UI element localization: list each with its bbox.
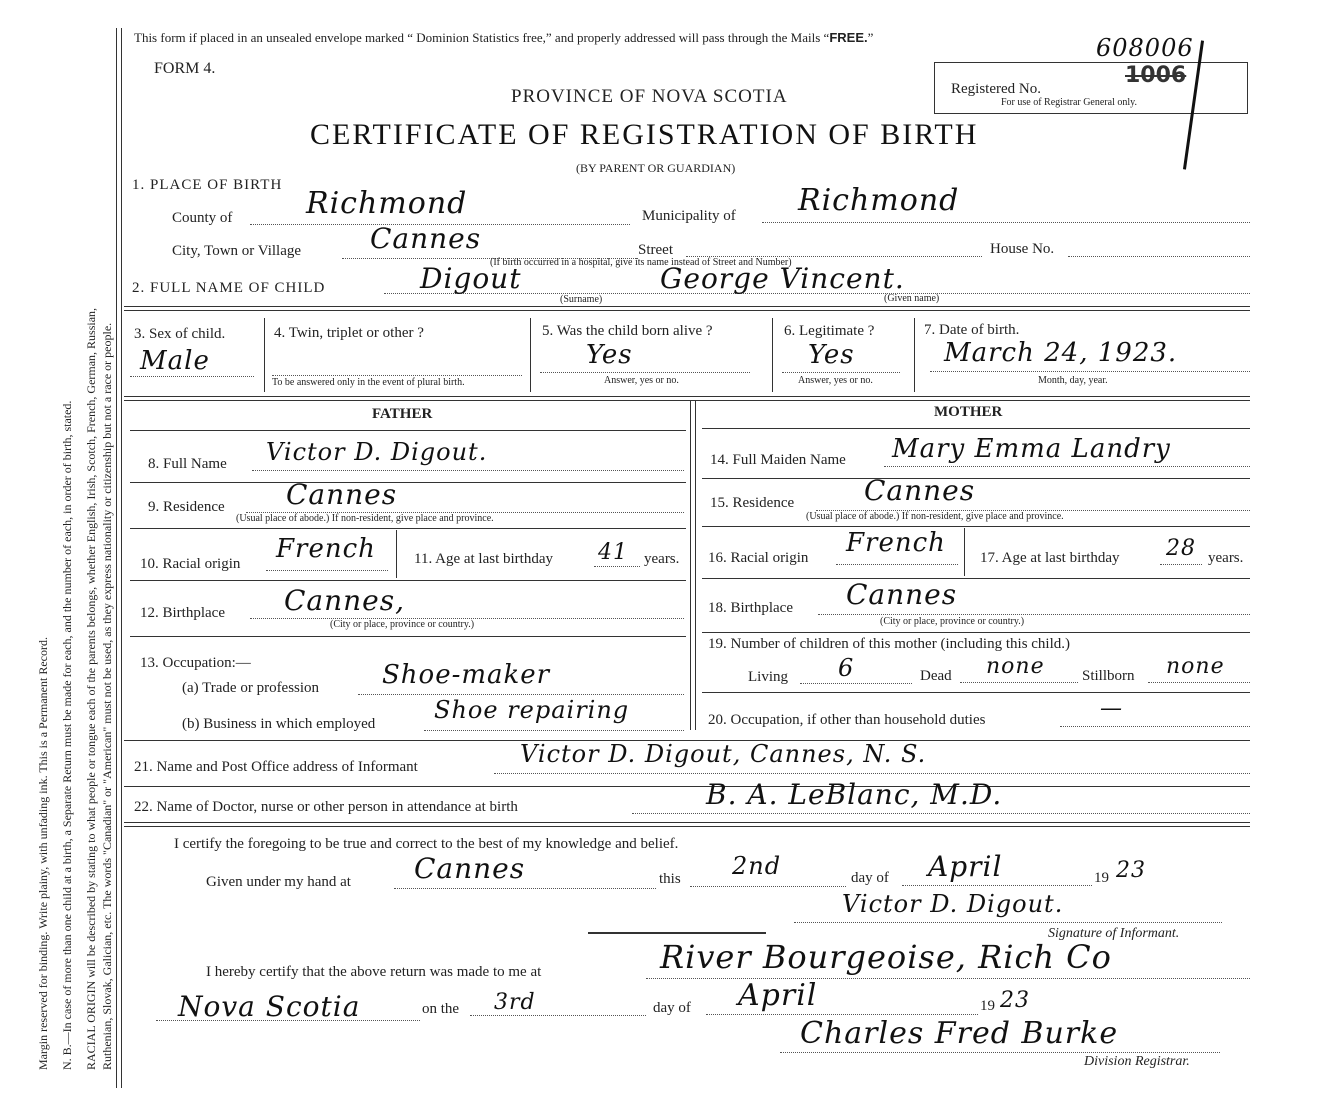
- certify-month: April: [928, 850, 1003, 883]
- mother-birthplace-note: (City or place, province or country.): [880, 616, 1025, 627]
- mother-birthplace-label: 18. Birthplace: [708, 600, 793, 616]
- registered-box: [934, 62, 1248, 114]
- margin-racial-note: RACIAL ORIGIN will be described by stating to what people or tongue each of the parents belongs, whether English, Irish, Scotch, French, German, Russian,: [84, 307, 98, 1070]
- mother-age-value: 28: [1166, 536, 1196, 561]
- mother-name-label: 14. Full Maiden Name: [710, 452, 846, 468]
- margin-binding-note: Margin reserved for binding. Write plainy, with unfading ink. This is a Permanent Record.: [36, 637, 50, 1070]
- province-title: PROVINCE OF NOVA SCOTIA: [511, 86, 788, 107]
- registered-new-number: 608006: [1096, 34, 1194, 62]
- certify-year: 23: [1116, 858, 1146, 883]
- municipality-value: Richmond: [798, 183, 960, 218]
- father-age-years: years.: [644, 551, 680, 567]
- informant-signature-label: Signature of Informant.: [1048, 926, 1180, 941]
- dead-label: Dead: [920, 668, 952, 684]
- living-value: 6: [838, 654, 855, 682]
- form-number: FORM 4.: [154, 60, 216, 77]
- given-caption: (Given name): [884, 293, 940, 304]
- registrar-line: I hereby certify that the above return was made to me at: [206, 964, 542, 980]
- certificate-title: CERTIFICATE OF REGISTRATION OF BIRTH: [310, 118, 979, 151]
- mother-age-label: 17. Age at last birthday: [980, 550, 1120, 566]
- father-age-label: 11. Age at last birthday: [414, 551, 553, 567]
- father-birthplace-label: 12. Birthplace: [140, 605, 225, 621]
- surname-caption: (Surname): [560, 294, 603, 305]
- child-surname: Digout: [420, 262, 522, 295]
- mother-children-label: 19. Number of children of this mother (including this child.): [708, 636, 1071, 652]
- margin-racial-note-2: Ruthenian, Slovak, Galician, etc. The words "Canadian" or "American" must not be used, as they express nationality or citizenship but not a race or people.: [100, 322, 114, 1070]
- alive-note: Answer, yes or no.: [604, 375, 679, 386]
- father-trade-value: Shoe-maker: [382, 660, 551, 690]
- father-residence-label: 9. Residence: [148, 499, 225, 515]
- informant-label: 21. Name and Post Office address of Informant: [134, 759, 418, 775]
- alive-value: Yes: [586, 340, 633, 370]
- registrar-on-label: on the: [422, 1001, 460, 1017]
- registrar-place: River Bourgeoise, Rich Co: [660, 938, 1112, 976]
- father-name-label: 8. Full Name: [148, 456, 227, 472]
- given-label: Given under my hand at: [206, 874, 351, 890]
- dob-value: March 24, 1923.: [944, 338, 1178, 368]
- father-birthplace-value: Cannes,: [284, 584, 406, 617]
- margin-nb-note: N. B.—In case of more than one child at a birth, a Separate Return must be made for each, and the number of each, in order of birth, stated.: [60, 400, 74, 1070]
- registrar-place-2: Nova Scotia: [178, 990, 361, 1023]
- registrar-day-label: day of: [653, 1000, 691, 1016]
- alive-label: 5. Was the child born alive ?: [542, 323, 713, 339]
- sex-label: 3. Sex of child.: [134, 326, 226, 342]
- father-trade-label: (a) Trade or profession: [182, 680, 320, 696]
- father-race-value: French: [276, 534, 376, 564]
- county-value: Richmond: [306, 186, 468, 221]
- stillborn-value: none: [1166, 654, 1225, 679]
- certificate-subtitle: (BY PARENT OR GUARDIAN): [576, 161, 736, 175]
- registered-label: Registered No.: [951, 81, 1041, 97]
- father-business-value: Shoe repairing: [434, 696, 630, 724]
- mother-residence-value: Cannes: [864, 474, 976, 507]
- certify-day-label: day of: [851, 870, 889, 886]
- this-label: this: [659, 871, 681, 887]
- child-name-label: 2. FULL NAME OF CHILD: [132, 280, 326, 296]
- mother-occupation-value: —: [1100, 696, 1123, 721]
- father-heading: FATHER: [372, 406, 433, 422]
- certify-year-prefix: 19: [1094, 870, 1109, 886]
- mother-heading: MOTHER: [934, 404, 1003, 420]
- house-label: House No.: [990, 241, 1055, 257]
- father-birthplace-note: (City or place, province or country.): [330, 619, 475, 630]
- postage-note: This form if placed in an unsealed envelope marked “ Dominion Statistics free,” and properly addressed will pass through the Mails “FREE.”: [134, 30, 874, 45]
- registrar-month: April: [738, 978, 818, 1013]
- legitimate-label: 6. Legitimate ?: [784, 323, 875, 339]
- informant-value: Victor D. Digout, Cannes, N. S.: [520, 740, 927, 768]
- living-label: Living: [748, 669, 788, 685]
- father-age-value: 41: [598, 540, 628, 565]
- registrar-day: 3rd: [494, 990, 536, 1015]
- registered-sub: For use of Registrar General only.: [1001, 97, 1137, 108]
- stillborn-label: Stillborn: [1082, 668, 1135, 684]
- father-race-label: 10. Racial origin: [140, 556, 241, 572]
- mother-occupation-label: 20. Occupation, if other than household duties: [708, 712, 986, 728]
- registrar-signature: Charles Fred Burke: [800, 1016, 1119, 1051]
- street-label: Street: [638, 242, 673, 258]
- father-name-value: Victor D. Digout.: [266, 438, 488, 466]
- dob-label: 7. Date of birth.: [924, 322, 1020, 338]
- registrar-year: 23: [1000, 988, 1030, 1013]
- legitimate-value: Yes: [808, 340, 855, 370]
- twin-note: To be answered only in the event of plural birth.: [272, 377, 465, 388]
- mother-residence-label: 15. Residence: [710, 495, 795, 511]
- registrar-signature-label: Division Registrar.: [1084, 1054, 1190, 1069]
- given-place: Cannes: [414, 852, 526, 885]
- mother-race-value: French: [846, 528, 946, 558]
- mother-birthplace-value: Cannes: [846, 578, 958, 611]
- legitimate-note: Answer, yes or no.: [798, 375, 873, 386]
- mother-abode-note: (Usual place of abode.) If non-resident, give place and province.: [806, 511, 1064, 522]
- county-label: County of: [172, 210, 233, 226]
- doctor-label: 22. Name of Doctor, nurse or other person in attendance at birth: [134, 799, 518, 815]
- mother-name-value: Mary Emma Landry: [892, 434, 1171, 464]
- place-label: 1. PLACE OF BIRTH: [132, 177, 283, 193]
- registered-struck-number: 1006: [1125, 63, 1187, 88]
- city-value: Cannes: [370, 222, 482, 255]
- father-abode-note: (Usual place of abode.) If non-resident, give place and province.: [236, 513, 494, 524]
- certify-line: I certify the foregoing to be true and correct to the best of my knowledge and belief.: [174, 836, 679, 852]
- doctor-value: B. A. LeBlanc, M.D.: [706, 778, 1003, 811]
- father-residence-value: Cannes: [286, 478, 398, 511]
- informant-signature: Victor D. Digout.: [842, 890, 1064, 918]
- municipality-label: Municipality of: [642, 208, 736, 224]
- dead-value: none: [986, 654, 1045, 679]
- child-given-name: George Vincent.: [660, 262, 905, 295]
- father-business-label: (b) Business in which employed: [182, 716, 376, 732]
- father-occupation-label: 13. Occupation:—: [140, 655, 251, 671]
- twin-label: 4. Twin, triplet or other ?: [274, 325, 424, 341]
- mother-race-label: 16. Racial origin: [708, 550, 809, 566]
- dob-note: Month, day, year.: [1038, 375, 1108, 386]
- city-label: City, Town or Village: [172, 243, 302, 259]
- certify-day: 2nd: [732, 852, 782, 880]
- registrar-year-prefix: 19: [980, 998, 995, 1014]
- hospital-note: (If birth occurred in a hospital, give its name instead of Street and Number): [490, 257, 792, 268]
- sex-value: Male: [140, 346, 210, 376]
- mother-age-years: years.: [1208, 550, 1244, 566]
